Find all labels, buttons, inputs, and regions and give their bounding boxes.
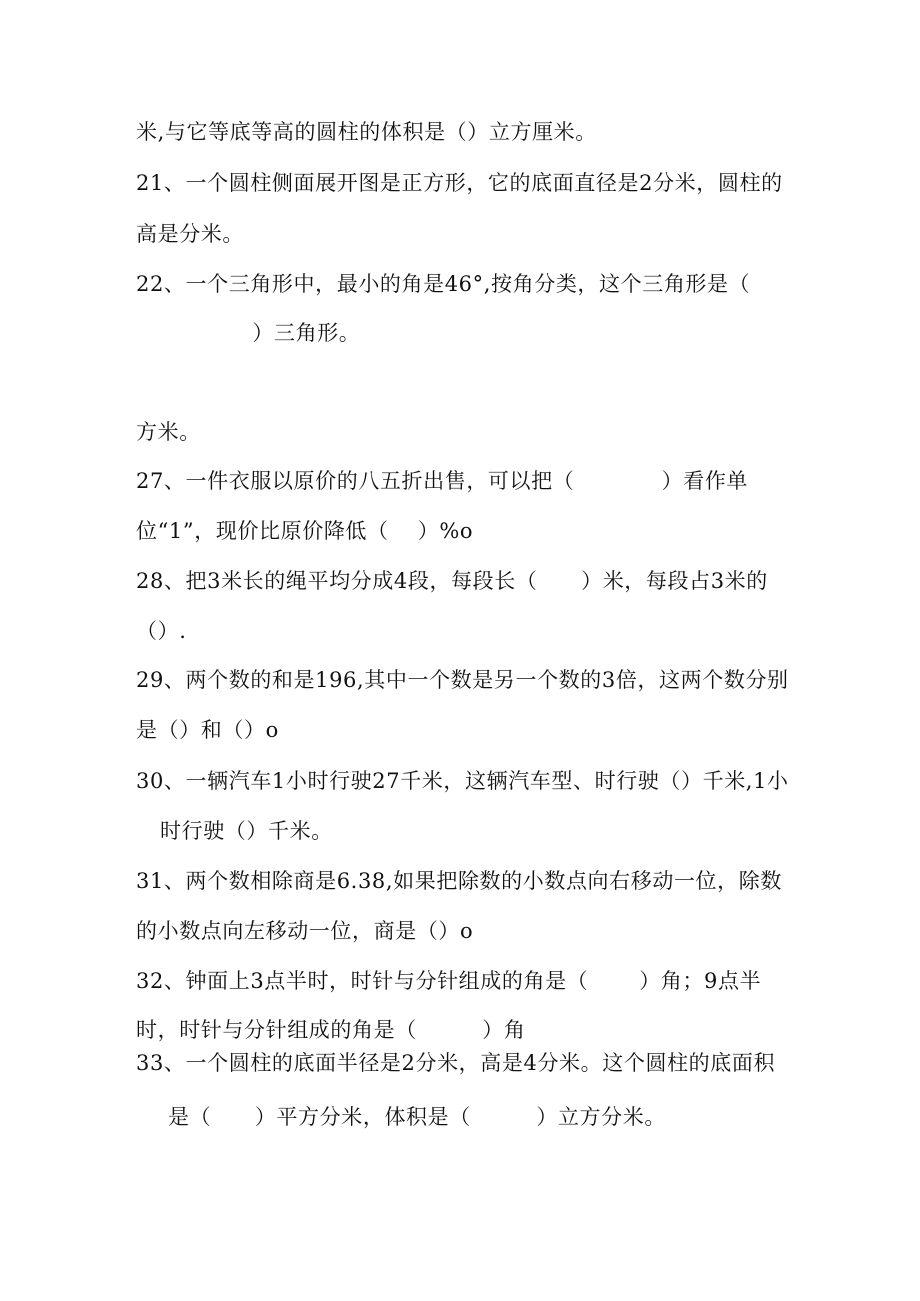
text-line-q21-cont: 高是分米。 xyxy=(136,222,244,246)
text-line-q31-cont: 的小数点向左移动一位，商是（）o xyxy=(136,919,474,943)
text-line-fragment: 方米。 xyxy=(136,420,201,444)
text-line-q30-cont: 时行驶（）千米。 xyxy=(160,819,333,843)
text-line-q21: 21、一个圆柱侧面展开图是正方形，它的底面直径是2分米，圆柱的 xyxy=(136,171,783,195)
text-line-q29-cont: 是（）和（）o xyxy=(136,718,279,742)
text-line-q29: 29、两个数的和是196,其中一个数是另一个数的3倍，这两个数分别 xyxy=(136,668,789,692)
text-line-q33-cont: 是（ ）平方分米，体积是（ ）立方分米。 xyxy=(168,1105,666,1129)
text-line-q30: 30、一辆汽车1小时行驶27千米，这辆汽车型、时行驶（）千米,1小 xyxy=(136,769,789,793)
text-line-q20-cont: 米,与它等底等高的圆柱的体积是（）立方厘米。 xyxy=(136,120,597,144)
text-line-q27-cont: 位“1”，现价比原价降低（ ）%o xyxy=(136,519,474,543)
text-line-q28: 28、把3米长的绳平均分成4段，每段长（ ）米，每段占3米的 xyxy=(136,569,768,593)
text-line-q22: 22、一个三角形中，最小的角是46°,按角分类，这个三角形是（ xyxy=(136,272,751,296)
text-line-q32: 32、钟面上3点半时，时针与分针组成的角是（ ）角；9点半 xyxy=(136,969,762,993)
text-line-q22-cont: ）三角形。 xyxy=(136,321,361,345)
text-line-q32-cont: 时，时针与分针组成的角是（ ）角 xyxy=(136,1018,526,1042)
text-line-q28-cont: （）. xyxy=(136,619,187,643)
text-line-q33: 33、一个圆柱的底面半径是2分米，高是4分米。这个圆柱的底面积 xyxy=(136,1051,776,1075)
text-line-q31: 31、两个数相除商是6.38,如果把除数的小数点向右移动一位，除数 xyxy=(136,869,782,893)
text-line-q27: 27、一件衣服以原价的八五折出售，可以把（ ）看作单 xyxy=(136,469,749,493)
